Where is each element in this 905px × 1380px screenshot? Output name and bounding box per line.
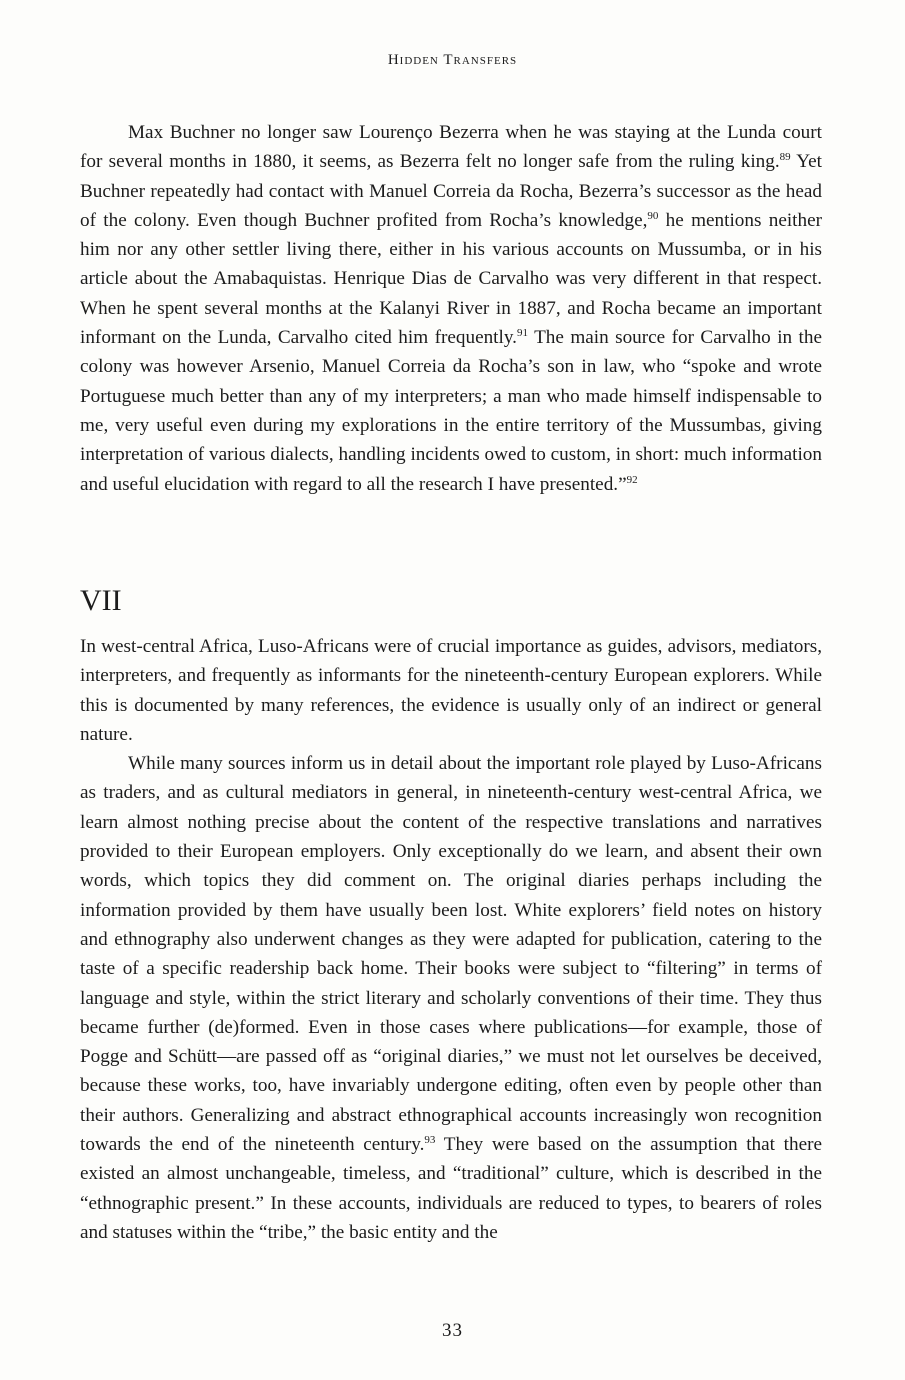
- running-head: Hidden Transfers: [387, 52, 518, 68]
- text-block-2: [80, 632, 822, 1247]
- text-run: They were based on the assumption that there existed an almost unchangeable, timeless, and “traditional” culture, which is described in the “ethnographic present.” In these accounts, individuals are reduced to types, to bearers of roles and statuses within the “tribe,” the basic entity and the: [80, 1134, 823, 1243]
- section-heading: VII: [80, 584, 122, 617]
- text-run: Max Buchner no longer saw Lourenço Bezerra when he was staying at the Lunda court for several months in 1880, it seems, as Bezerra felt no longer safe from the ruling king.: [80, 122, 822, 173]
- text-run: While many sources inform us in detail about the important role played by Luso-Africans as traders, and as cultural mediators in general, in nineteenth-century west-central Africa, we learn almost nothing precise about the content of the respective translations and narratives provided to their European employers. Only exceptionally do we learn, and absent their own words, which topics they did comment on. The original diaries perhaps including the information provided by them have usually been lost. White explorers’ field notes on history and ethnography also underwent changes as they were adapted for publication, catering to the taste of a specific readership back home. Their books were subject to “filtering” in terms of language and style, within the strict literary and scholarly conventions of their time. They thus became further (de)formed. Even in those cases where publications—for example, those of Pogge and Schütt—are passed off as “original diaries,” we must not let ourselves be deceived, because these works, too, have invariably undergone editing, often even by people other than their authors. Generalizing and abstract ethnographical accounts increasingly won recognition towards the end of the nineteenth century.: [80, 753, 822, 1156]
- footnote-ref: 91: [516, 327, 528, 340]
- text-run: he mentions neither him nor any other settler living there, either in his various accounts on Mussumba, or in his article about the Amabaquistas. Henrique Dias de Carvalho was very different in that respect. When he spent several months at the Kalanyi River in 1887, and Rocha became an important informant on the Lunda, Carvalho cited him frequently.: [80, 209, 822, 349]
- paragraph-3: [80, 749, 822, 1247]
- footnote-ref: 89: [779, 151, 791, 164]
- footnote-ref: 92: [626, 473, 638, 486]
- text-run: In west-central Africa, Luso-Africans were of crucial importance as guides, advisors, mediators, interpreters, and frequently as informants for the nineteenth-century European explorers. While this is documented by many references, the evidence is usually only of an indirect or general nature.: [80, 636, 822, 745]
- text-run: Yet Buchner repeatedly had contact with Manuel Correia da Rocha, Bezerra’s successor as the head of the colony. Even though Buchner profited from Rocha’s knowledge,: [80, 151, 822, 231]
- page-number: 33: [442, 1320, 463, 1341]
- text-run: The main source for Carvalho in the colony was however Arsenio, Manuel Correia da Rocha’s son in law, who “spoke and wrote Portuguese much better than any of my interpreters; a man who made himself indispensable to me, very useful even during my explorations in the entire territory of the Mussumbas, giving interpretation of various dialects, handling incidents owed to custom, in short: much information and useful elucidation with regard to all the research I have presented.”: [80, 327, 822, 495]
- text-block-1: [80, 118, 822, 499]
- paragraph-2: [80, 632, 822, 749]
- paragraph-1: [80, 118, 822, 499]
- footnote-ref: 90: [647, 209, 659, 222]
- footnote-ref: 93: [424, 1134, 436, 1147]
